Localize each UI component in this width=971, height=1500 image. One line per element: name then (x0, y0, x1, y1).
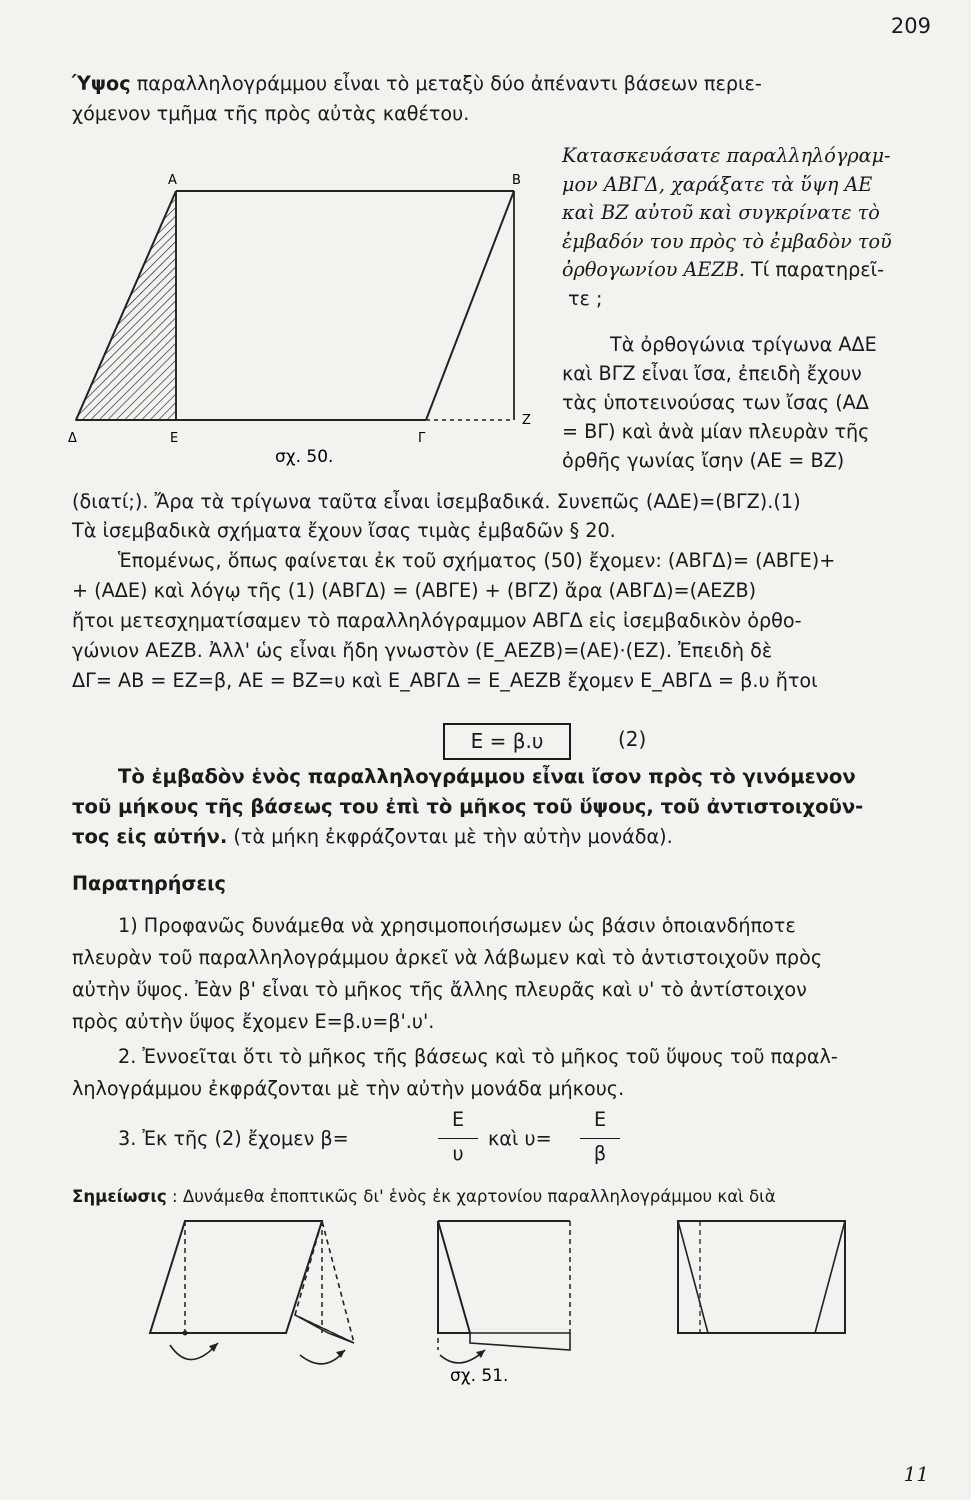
body-line: ΔΓ= ΑΒ = ΕΖ=β, ΑΕ = ΒΖ=υ καὶ Ε_ΑΒΓΔ = Ε_ΑΕΖΒ ἔχομεν Ε_ΑΒΓΔ = β.υ ἤτοι (72, 669, 818, 692)
fraction-2-bar (580, 1138, 620, 1139)
body-line: (διατί;). Ἄρα τὰ τρίγωνα ταῦτα εἶναι ἰσεμβαδικά. Συνεπῶς (ΑΔΕ)=(ΒΓΖ).(1) (72, 490, 801, 513)
remarks-title: Παρατηρήσεις (72, 872, 226, 895)
figure-51-caption: σχ. 51. (450, 1366, 509, 1386)
note-text: : Δυνάμεθα ἐποπτικῶς δι' ἑνὸς ἐκ χαρτονίου παραλληλογράμμου καὶ διὰ (166, 1187, 776, 1206)
figure-50-caption: σχ. 50. (275, 447, 334, 467)
theorem-line-last (72, 823, 673, 851)
note-label: Σημείωσις (72, 1187, 167, 1206)
definition-text: παραλληλογράμμου εἶναι τὸ μεταξὺ δύο ἀπέναντι βάσεων περιε- (130, 72, 762, 95)
remark3-middle: καὶ υ= (488, 1127, 552, 1150)
answer-line: ὀρθῆς γωνίας ἴσην (ΑΕ = ΒΖ) (562, 449, 845, 472)
remark-line: πλευρὰν τοῦ παραλληλογράμμου ἀρκεῖ νὰ λάβωμεν καὶ τὸ ἀντιστοιχοῦν πρὸς (72, 946, 823, 969)
page-signature: 11 (903, 1462, 929, 1486)
note-line (72, 1183, 776, 1211)
remark-line: αὐτὴν ὕψος. Ἐὰν β' εἶναι τὸ μῆκος τῆς ἄλλης πλευρᾶς καὶ υ' τὸ ἀντίστοιχον (72, 978, 807, 1001)
fraction-1-denominator: υ (452, 1142, 464, 1165)
body-line: ἤτοι μετεσχηματίσαμεν τὸ παραλληλόγραμμον ΑΒΓΔ εἰς ἰσεμβαδικὸν ὀρθο- (72, 609, 802, 632)
task-line-last (562, 256, 884, 284)
task-end: ὀρθογωνίου ΑΕΖΒ. (562, 258, 745, 281)
fraction-1-numerator: Ε (451, 1108, 465, 1131)
task-line: ἐμβαδόν του πρὸς τὸ ἐμβαδὸν τοῦ (562, 230, 892, 253)
remark-line: πρὸς αὐτὴν ὕψος ἔχομεν Ε=β.υ=β'.υ'. (72, 1010, 435, 1033)
remark-line: 2. Ἐννοεῖται ὅτι τὸ μῆκος τῆς βάσεως καὶ τὸ μῆκος τοῦ ὕψους τοῦ παραλ- (118, 1045, 838, 1068)
label-b: Β (512, 173, 521, 188)
theorem-end: τος εἰς αὐτήν. (72, 825, 228, 848)
formula-box: Ε = β.υ (443, 723, 571, 760)
formula-number: (2) (618, 727, 647, 751)
remark-line: 1) Προφανῶς δυνάμεθα νὰ χρησιμοποιήσωμεν ὡς βάσιν ὁποιανδήποτε (118, 914, 796, 937)
label-z: Z (522, 413, 531, 428)
definition-line-2: χόμενον τμῆμα τῆς πρὸς αὐτὰς καθέτου. (72, 102, 470, 125)
body-line: γώνιον ΑΕΖΒ. Ἀλλ' ὡς εἶναι ἤδη γνωστὸν (Ε_ΑΕΖΒ)=(ΑΕ)·(ΕΖ). Ἐπειδὴ δὲ (72, 639, 773, 662)
answer-line: καὶ ΒΓΖ εἶναι ἴσα, ἐπειδὴ ἔχουν (562, 362, 862, 385)
question-end: Τί παρατηρεῖ- (751, 258, 885, 281)
fig51-shape-2 (295, 1221, 354, 1343)
definition-line-1 (72, 70, 762, 98)
body-line: + (ΑΔΕ) καὶ λόγῳ τῆς (1) (ΑΒΓΔ) = (ΑΒΓΕ) + (ΒΓΖ) ἄρα (ΑΒΓΔ)=(ΑΕΖΒ) (72, 579, 757, 602)
theorem-line: Τὸ ἐμβαδὸν ἑνὸς παραλληλογράμμου εἶναι ἴσον πρὸς τὸ γινόμενον (118, 765, 856, 788)
answer-line: Τὰ ὀρθογώνια τρίγωνα ΑΔΕ (610, 333, 877, 356)
figure-51 (140, 1215, 880, 1390)
label-e: Ε (170, 431, 179, 446)
task-line: μον ΑΒΓΔ, χαράξατε τὰ ὕψη ΑΕ (562, 173, 873, 196)
remark3-prefix: 3. Ἐκ τῆς (2) ἔχομεν β= (118, 1127, 349, 1150)
body-line: Ἑπομένως, ὅπως φαίνεται ἐκ τοῦ σχήματος (50) ἔχομεν: (ΑΒΓΔ)= (ΑΒΓΕ)+ (118, 549, 836, 572)
page-number: 209 (890, 14, 931, 38)
fig51-shape-3 (438, 1221, 470, 1333)
label-g: Γ (418, 431, 426, 446)
fraction-1-bar (438, 1138, 478, 1139)
task-line: καὶ ΒΖ αὐτοῦ καὶ συγκρίνατε τὸ (562, 201, 880, 224)
figure-50 (60, 170, 560, 470)
fraction-2-numerator: Ε (593, 1108, 607, 1131)
remark-line: ληλογράμμου ἐκφράζονται μὲ τὴν αὐτὴν μονάδα μήκους. (72, 1077, 625, 1100)
answer-line: = ΒΓ) καὶ ἀνὰ μίαν πλευρὰν τῆς (562, 420, 870, 443)
side-bg (426, 191, 514, 420)
theorem-note: (τὰ μήκη ἐκφράζονται μὲ τὴν αὐτὴν μονάδα). (227, 825, 673, 848)
answer-line: τὰς ὑποτεινούσας των ἴσας (ΑΔ (562, 391, 869, 414)
body-line: Τὰ ἰσεμβαδικὰ σχήματα ἔχουν ἴσας τιμὰς ἐμβαδῶν § 20. (72, 519, 616, 542)
theorem-line: τοῦ μήκους τῆς βάσεως του ἐπὶ τὸ μῆκος τοῦ ὕψους, τοῦ ἀντιστοιχοῦν- (72, 795, 864, 818)
label-a: Α (168, 173, 177, 188)
fraction-2-denominator: β (593, 1142, 607, 1165)
label-d: Δ (68, 431, 77, 446)
question-end-2: τε ; (568, 287, 603, 310)
definition-term: Ύψος (72, 72, 131, 95)
task-line: Κατασκευάσατε παραλληλόγραμ- (562, 144, 891, 167)
